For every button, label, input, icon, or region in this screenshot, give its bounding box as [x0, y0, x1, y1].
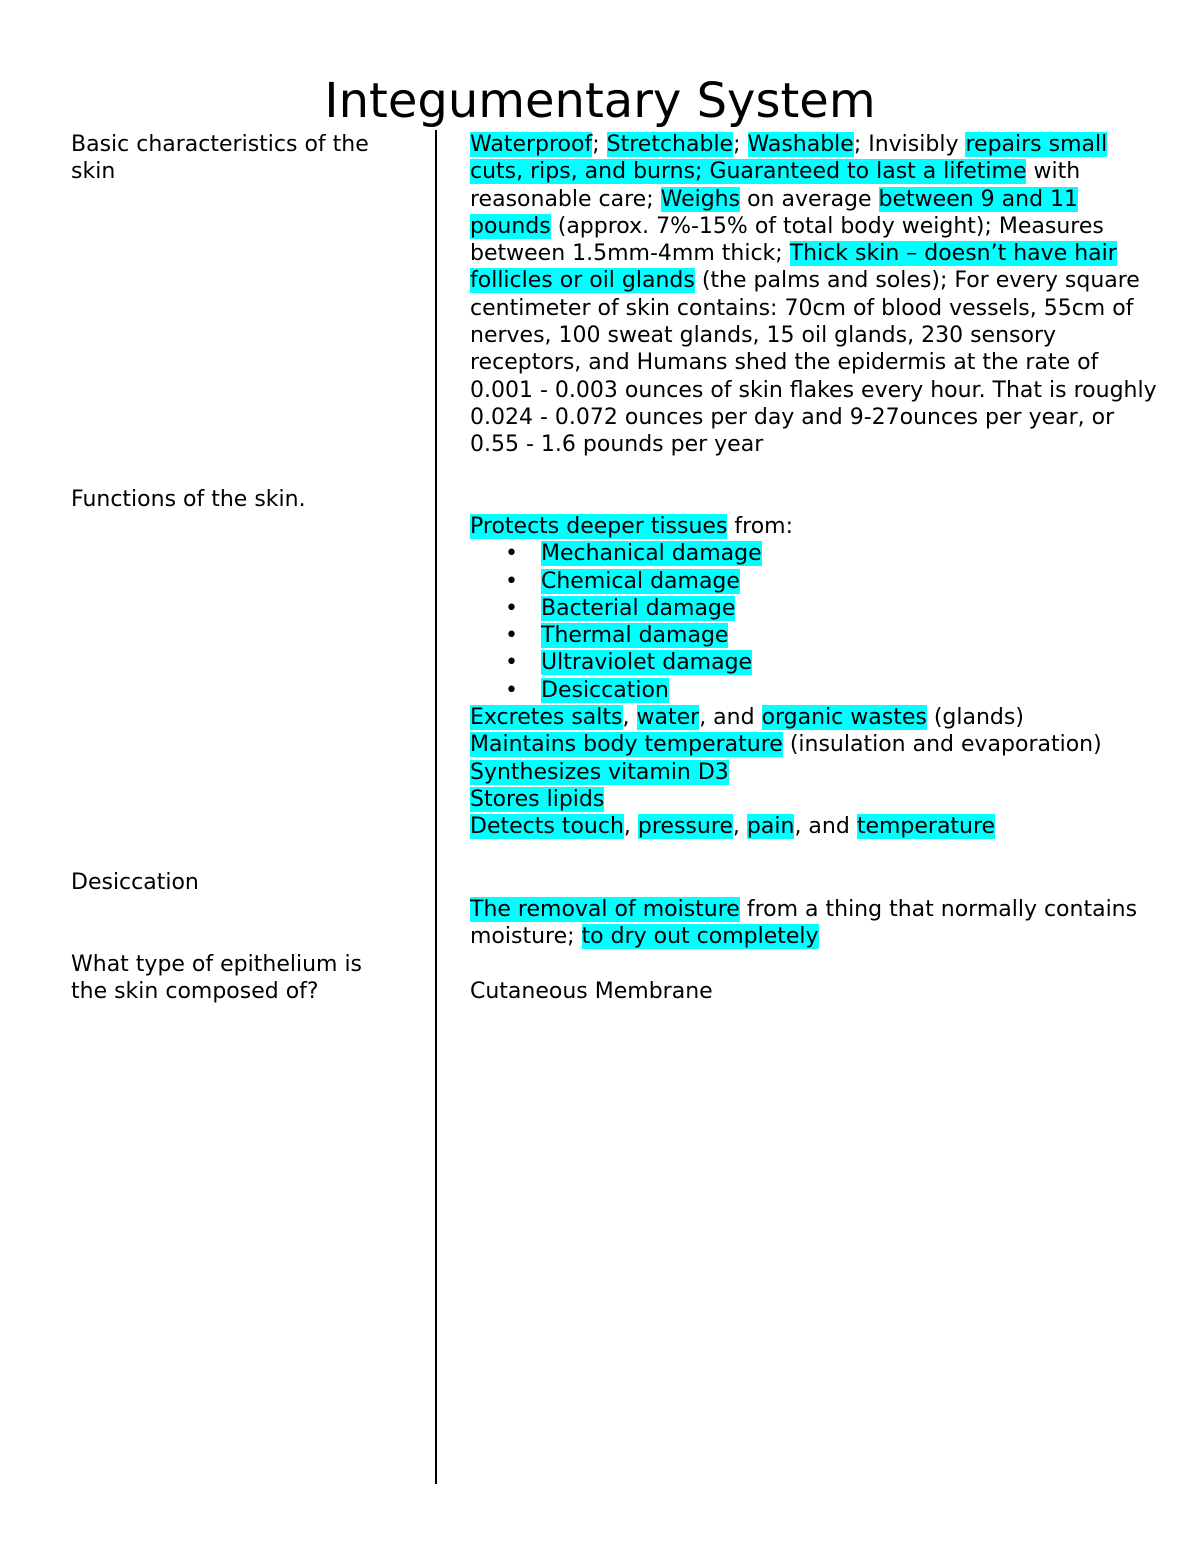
plain-text: , and	[699, 705, 762, 731]
column-divider	[435, 130, 437, 1484]
bullet-icon: •	[505, 650, 518, 676]
highlight-text: cuts, rips, and burns; Guaranteed to last a lifetime	[470, 159, 1027, 185]
bullet-icon: •	[505, 541, 518, 567]
plain-text: (the palms and soles); For every square centimeter of skin contains: 70cm of blood vessels, 55cm of nerves, 100 sweat glands, 15 oil glands, 230 sensory receptors, and Humans shed the epidermis at the rate of 0.001 - 0.003 ounces of skin flakes every hour. That is roughly 0.024 - 0.072 ounces per day and 9-27ounces per year, or 0.55 - 1.6 pounds per year	[470, 268, 1157, 458]
list-item	[470, 568, 1160, 595]
plain-text: from:	[727, 514, 794, 539]
list-item	[470, 595, 1160, 622]
function-line-vitamin	[470, 759, 1160, 786]
list-item-text: Bacterial damage	[541, 595, 736, 621]
highlight-text: Thick skin – doesn’t have hair follicles or oil glands	[470, 241, 1117, 294]
list-item-text: Mechanical damage	[541, 541, 762, 567]
list-item-text: Desiccation	[541, 677, 669, 703]
plain-text: ;	[592, 132, 607, 157]
bullet-icon: •	[505, 595, 518, 621]
function-line-lipids	[470, 786, 1160, 813]
highlight-text: Stretchable	[606, 132, 734, 157]
plain-text: (glands)	[926, 705, 1024, 731]
answer-functions	[470, 513, 1160, 841]
list-item-text: Thermal damage	[541, 623, 729, 649]
list-item-text: Chemical damage	[541, 568, 740, 594]
question-epithelium: What type of epithelium is the skin composed of?	[71, 952, 363, 1005]
highlight-text: Waterproof	[470, 132, 593, 157]
plain-text: ; Invisibly	[853, 132, 966, 157]
bullet-icon: •	[505, 568, 518, 594]
highlight-text: The removal of moisture	[470, 897, 740, 922]
bullet-icon: •	[505, 623, 518, 649]
function-line-detects	[470, 813, 1160, 840]
function-line-excretes	[470, 704, 1160, 731]
plain-text: ,	[732, 814, 747, 840]
highlight-text: temperature	[856, 814, 996, 840]
functions-intro	[470, 513, 1160, 540]
list-item	[470, 649, 1160, 676]
highlight-text: repairs small	[965, 132, 1108, 157]
plain-text: with reasonable care;	[470, 159, 1081, 212]
plain-text: ,	[623, 814, 638, 840]
plain-text: (approx. 7%-15% of total body weight); Measures between 1.5mm-4mm thick;	[470, 213, 1104, 267]
answer-desiccation	[470, 896, 1160, 951]
question-functions: Functions of the skin.	[71, 487, 306, 512]
plain-text: (insulation and evaporation)	[782, 732, 1102, 758]
highlight-text: Protects deeper tissues	[470, 514, 728, 539]
highlight-text: pressure	[637, 814, 733, 840]
highlight-text: to dry out completely	[581, 924, 819, 950]
highlight-text: organic wastes	[761, 705, 927, 731]
list-item-text: Ultraviolet damage	[541, 650, 753, 676]
list-item	[470, 540, 1160, 567]
answer-epithelium: Cutaneous Membrane	[470, 979, 713, 1004]
highlight-text: Detects touch	[470, 814, 624, 840]
question-desiccation: Desiccation	[71, 870, 199, 895]
highlight-text: Maintains body temperature	[470, 732, 783, 758]
highlight-text: Synthesizes vitamin D3	[470, 759, 729, 785]
question-characteristics: Basic characteristics of the skin	[71, 132, 369, 185]
plain-text: ,	[622, 705, 637, 731]
plain-text: from a thing that normally contains moisture;	[470, 897, 1138, 950]
function-line-temperature	[470, 731, 1160, 758]
bullet-icon: •	[505, 677, 518, 703]
answer-characteristics	[470, 131, 1160, 459]
protection-list	[470, 540, 1160, 704]
highlight-text: Washable	[747, 132, 854, 157]
page-title: Integumentary System	[324, 73, 876, 129]
plain-text: ;	[733, 132, 748, 157]
highlight-text: Stores lipids	[470, 786, 605, 812]
plain-text: , and	[794, 814, 857, 840]
highlight-text: pain	[746, 814, 795, 840]
highlight-text: between 9 and 11 pounds	[470, 186, 1079, 239]
list-item	[470, 622, 1160, 649]
highlight-text: Weighs	[660, 186, 741, 212]
plain-text: on average	[740, 186, 879, 212]
list-item	[470, 677, 1160, 704]
highlight-text: water	[636, 705, 700, 731]
highlight-text: Excretes salts	[470, 705, 623, 731]
